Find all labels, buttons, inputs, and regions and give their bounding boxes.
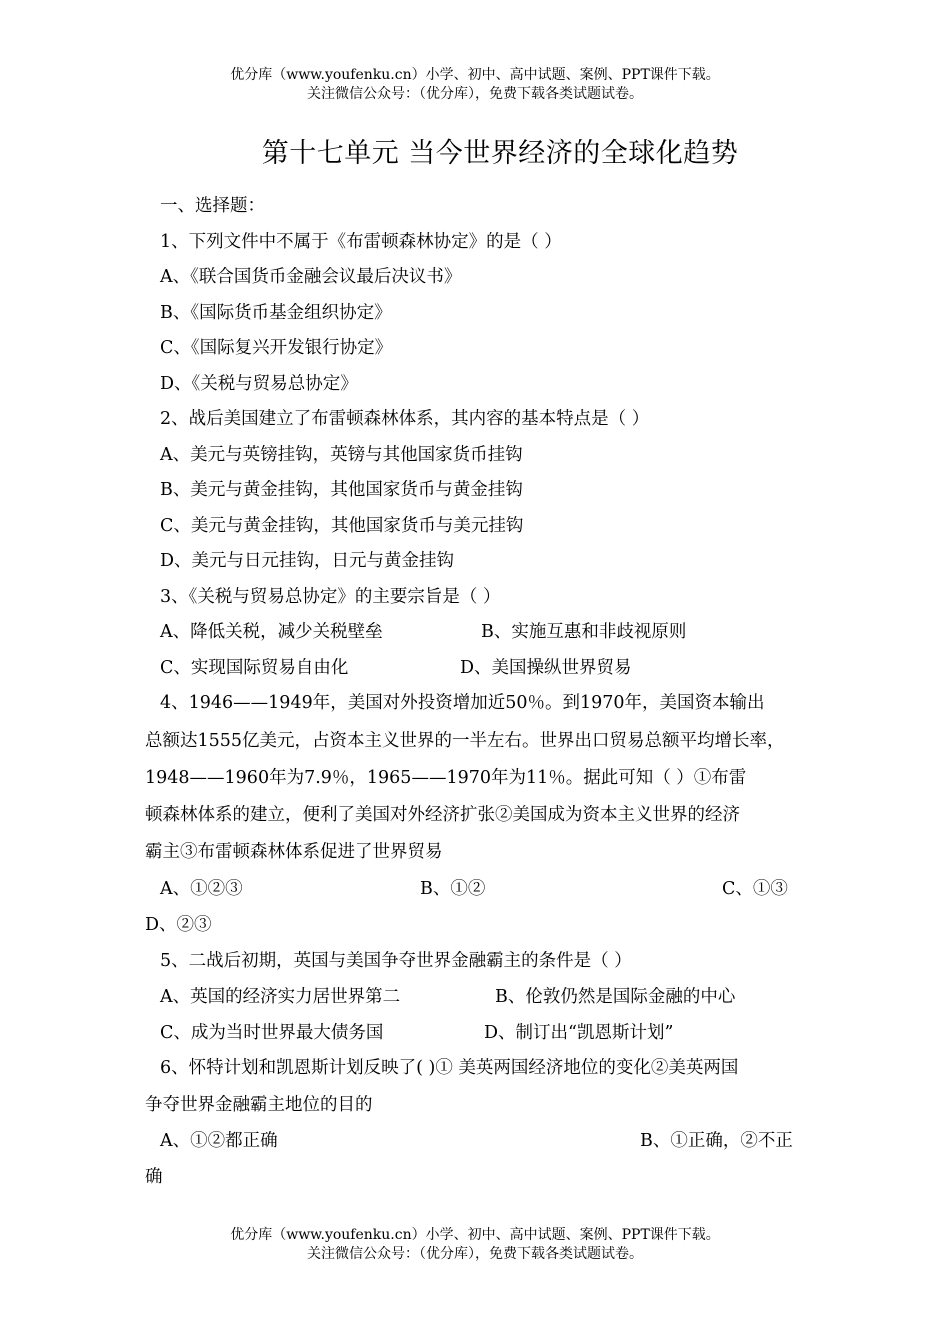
question-6-option-a: A、①②都正确 xyxy=(160,1131,278,1151)
question-2-option-d: D、美元与日元挂钩，日元与黄金挂钩 xyxy=(160,551,455,571)
question-3-stem: 3、《关税与贸易总协定》的主要宗旨是（ ） xyxy=(160,587,501,607)
question-4-option-c: C、①③ xyxy=(722,879,788,899)
question-6-line-2: 争夺世界金融霸主地位的目的 xyxy=(145,1095,373,1115)
question-1-option-c: C、《国际复兴开发银行协定》 xyxy=(160,338,393,358)
question-2-option-c: C、美元与黄金挂钩，其他国家货币与美元挂钩 xyxy=(160,516,524,536)
header-line-1: 优分库（www.youfenku.cn）小学、初中、高中试题、案例、PPT课件下载。 xyxy=(230,67,720,83)
question-5-option-c: C、成为当时世界最大债务国 xyxy=(160,1023,384,1043)
question-1-option-a: A、《联合国货币金融会议最后决议书》 xyxy=(160,267,462,287)
question-3-option-c: C、实现国际贸易自由化 xyxy=(160,658,349,678)
section-heading: 一、选择题： xyxy=(160,196,265,216)
question-5-option-b: B、伦敦仍然是国际金融的中心 xyxy=(495,987,736,1007)
question-6-line-1: 6、怀特计划和凯恩斯计划反映了( )① 美英两国经济地位的变化②美英两国 xyxy=(160,1058,739,1078)
question-3-option-b: B、实施互惠和非歧视原则 xyxy=(481,622,687,642)
question-1-option-d: D、《关税与贸易总协定》 xyxy=(160,374,358,394)
question-4-line-1: 4、1946——1949年，美国对外投资增加近50％。到1970年，美国资本输出 xyxy=(160,693,765,713)
question-6-option-b: B、①正确，②不正 xyxy=(640,1131,793,1151)
question-5-option-a: A、英国的经济实力居世界第二 xyxy=(160,987,401,1007)
header-line-2: 关注微信公众号：（优分库），免费下载各类试题试卷。 xyxy=(307,86,643,102)
question-3-option-d: D、美国操纵世界贸易 xyxy=(460,658,632,678)
question-3-option-a: A、降低关税，减少关税壁垒 xyxy=(160,622,383,642)
footer-line-1: 优分库（www.youfenku.cn）小学、初中、高中试题、案例、PPT课件下载。 xyxy=(230,1227,720,1243)
page-title: 第十七单元 当今世界经济的全球化趋势 xyxy=(261,138,739,169)
question-5-stem: 5、二战后初期，英国与美国争夺世界金融霸主的条件是（ ） xyxy=(160,951,632,971)
question-2-option-a: A、美元与英镑挂钩，英镑与其他国家货币挂钩 xyxy=(160,445,523,465)
question-4-line-4: 顿森林体系的建立，便利了美国对外经济扩张②美国成为资本主义世界的经济 xyxy=(145,805,740,825)
question-4-option-d: D、②③ xyxy=(145,915,212,935)
question-5-option-d: D、制订出“凯恩斯计划” xyxy=(484,1023,674,1043)
footer-banner xyxy=(0,1226,950,1264)
header-banner xyxy=(0,66,950,104)
question-2-stem: 2、战后美国建立了布雷顿森林体系，其内容的基本特点是（ ） xyxy=(160,409,650,429)
question-4-line-2: 总额达1555亿美元，占资本主义世界的一半左右。世界出口贸易总额平均增长率， xyxy=(145,731,785,751)
question-4-line-5: 霸主③布雷顿森林体系促进了世界贸易 xyxy=(145,842,443,862)
question-1-stem: 1、下列文件中不属于《布雷顿森林协定》的是（ ） xyxy=(160,232,562,252)
question-2-option-b: B、美元与黄金挂钩，其他国家货币与黄金挂钩 xyxy=(160,480,523,500)
question-4-line-3: 1948——1960年为7.9％，1965——1970年为11％。据此可知（ ）①布雷 xyxy=(145,768,747,788)
question-1-option-b: B、《国际货币基金组织协定》 xyxy=(160,303,392,323)
question-6-option-b-continued: 确 xyxy=(145,1167,163,1187)
footer-line-2: 关注微信公众号：（优分库），免费下载各类试题试卷。 xyxy=(307,1246,643,1262)
question-4-option-b: B、①② xyxy=(420,879,486,899)
question-4-option-a: A、①②③ xyxy=(160,879,243,899)
